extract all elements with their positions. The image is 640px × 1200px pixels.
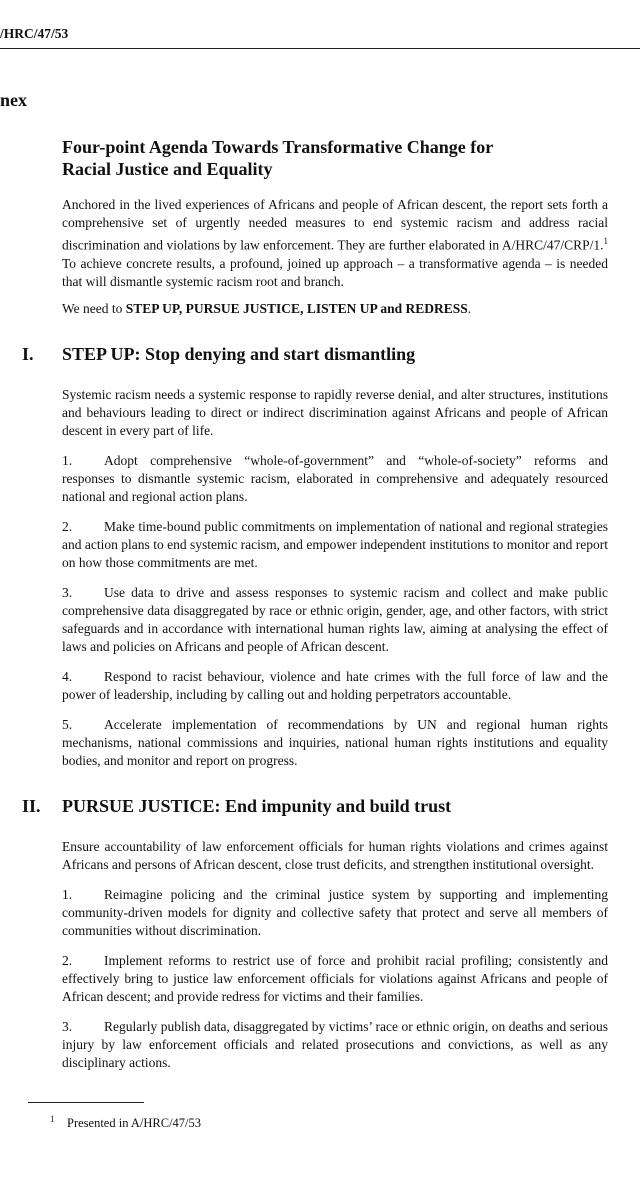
- section-intro: Ensure accountability of law enforcement officials for human rights violations and crimes against Africans and persons of African descent, close trust deficits, and strengthen institutional oversight.: [62, 838, 608, 872]
- item-number: 5.: [62, 716, 73, 732]
- document-title: [62, 136, 608, 180]
- intro-text-2: To achieve concrete results, a profound, joined up approach – a transformative agenda – is needed that will dismantle systemic racism root and branch.: [62, 255, 608, 289]
- list-item: [62, 1018, 608, 1072]
- footnote-divider: [28, 1102, 144, 1103]
- item-number: 3.: [62, 1018, 73, 1034]
- callout-prefix: We need to: [62, 300, 126, 316]
- intro-text-1: Anchored in the lived experiences of Africans and people of African descent, the report sets forth a comprehensive set of urgently needed measures to end systemic racism and address racial discrimination and violations by law enforcement. They are further elaborated in A/HRC/47/CRP/1.: [62, 197, 608, 253]
- section-title: STEP UP: Stop denying and start dismantling: [62, 343, 416, 364]
- item-text: Accelerate implementation of recommendations by UN and regional human rights mechanisms, national commissions and inquiries, national human rights institutions and equality bodies, and monitor and report on progress.: [62, 716, 608, 768]
- section-heading: [22, 342, 608, 366]
- title-line-2: Racial Justice and Equality: [62, 159, 273, 179]
- list-item: [62, 952, 608, 1006]
- list-item: [62, 452, 608, 506]
- list-item: [62, 886, 608, 940]
- item-number: 4.: [62, 668, 73, 684]
- item-text: Use data to drive and assess responses to systemic racism and collect and make public comprehensive data disaggregated by race or ethnic origin, gender, age, and other factors, with strict safeguards and in accordance with international human rights law, aiming at analysing the effect of laws and policies on Africans and people of African descent.: [62, 584, 608, 654]
- item-text: Adopt comprehensive “whole-of-government” and “whole-of-society” reforms and responses to dismantle systemic racism, elaborated in comprehensive and adequately resourced national and regional action plans.: [62, 452, 608, 504]
- list-item: [62, 584, 608, 656]
- call-to-action: [62, 300, 608, 318]
- item-text: Regularly publish data, disaggregated by victims’ race or ethnic origin, on deaths and serious injury by law enforcement officials and related prosecutions and convictions, as well as any disciplinary actions.: [62, 1018, 608, 1070]
- footnote-mark: 1: [50, 1114, 55, 1124]
- section-intro: Systemic racism needs a systemic response to rapidly reverse denial, and alter structures, institutions and behaviours leading to direct or indirect discrimination against Africans and people of African descent in every part of life.: [62, 386, 608, 438]
- annex-heading: nex: [0, 90, 27, 110]
- section-heading: [22, 794, 608, 818]
- item-number: 1.: [62, 886, 73, 902]
- section-title: PURSUE JUSTICE: End impunity and build trust: [62, 795, 452, 816]
- footnote-text: Presented in A/HRC/47/53: [67, 1116, 202, 1131]
- callout-suffix: .: [467, 300, 472, 316]
- item-text: Respond to racist behaviour, violence and hate crimes with the full force of law and the power of leadership, including by calling out and holding perpetrators accountable.: [62, 668, 608, 702]
- section-number: I.: [22, 343, 34, 364]
- title-line-1: Four-point Agenda Towards Transformative Change for: [62, 137, 494, 157]
- section-step-up: [22, 342, 608, 770]
- header-divider: [0, 48, 640, 49]
- item-number: 2.: [62, 518, 73, 534]
- item-text: Reimagine policing and the criminal justice system by supporting and implementing community-driven models for dignity and collective safety that protect and serve all members of communities without discrimination.: [62, 886, 608, 938]
- footnote-reference[interactable]: 1: [603, 236, 608, 246]
- section-number: II.: [22, 795, 41, 816]
- list-item: [62, 668, 608, 704]
- intro-paragraph: [62, 196, 608, 291]
- item-text: Make time-bound public commitments on implementation of national and regional strategies and action plans to end systemic racism, and empower independent institutions to monitor and report on how those commitments are met.: [62, 518, 608, 570]
- callout-keywords: STEP UP, PURSUE JUSTICE, LISTEN UP and REDRESS: [125, 300, 468, 316]
- item-text: Implement reforms to restrict use of force and prohibit racial profiling; consistently and effectively bring to justice law enforcement officials for violations against Africans and people of African descent; and provide redress for victims and their families.: [62, 952, 608, 1004]
- list-item: [62, 716, 608, 770]
- document-body: [22, 136, 608, 1084]
- section-pursue-justice: [22, 794, 608, 1072]
- item-number: 1.: [62, 452, 73, 468]
- item-number: 2.: [62, 952, 73, 968]
- document-symbol: /HRC/47/53: [0, 26, 69, 41]
- list-item: [62, 518, 608, 572]
- item-number: 3.: [62, 584, 73, 600]
- footnote: [50, 1114, 201, 1131]
